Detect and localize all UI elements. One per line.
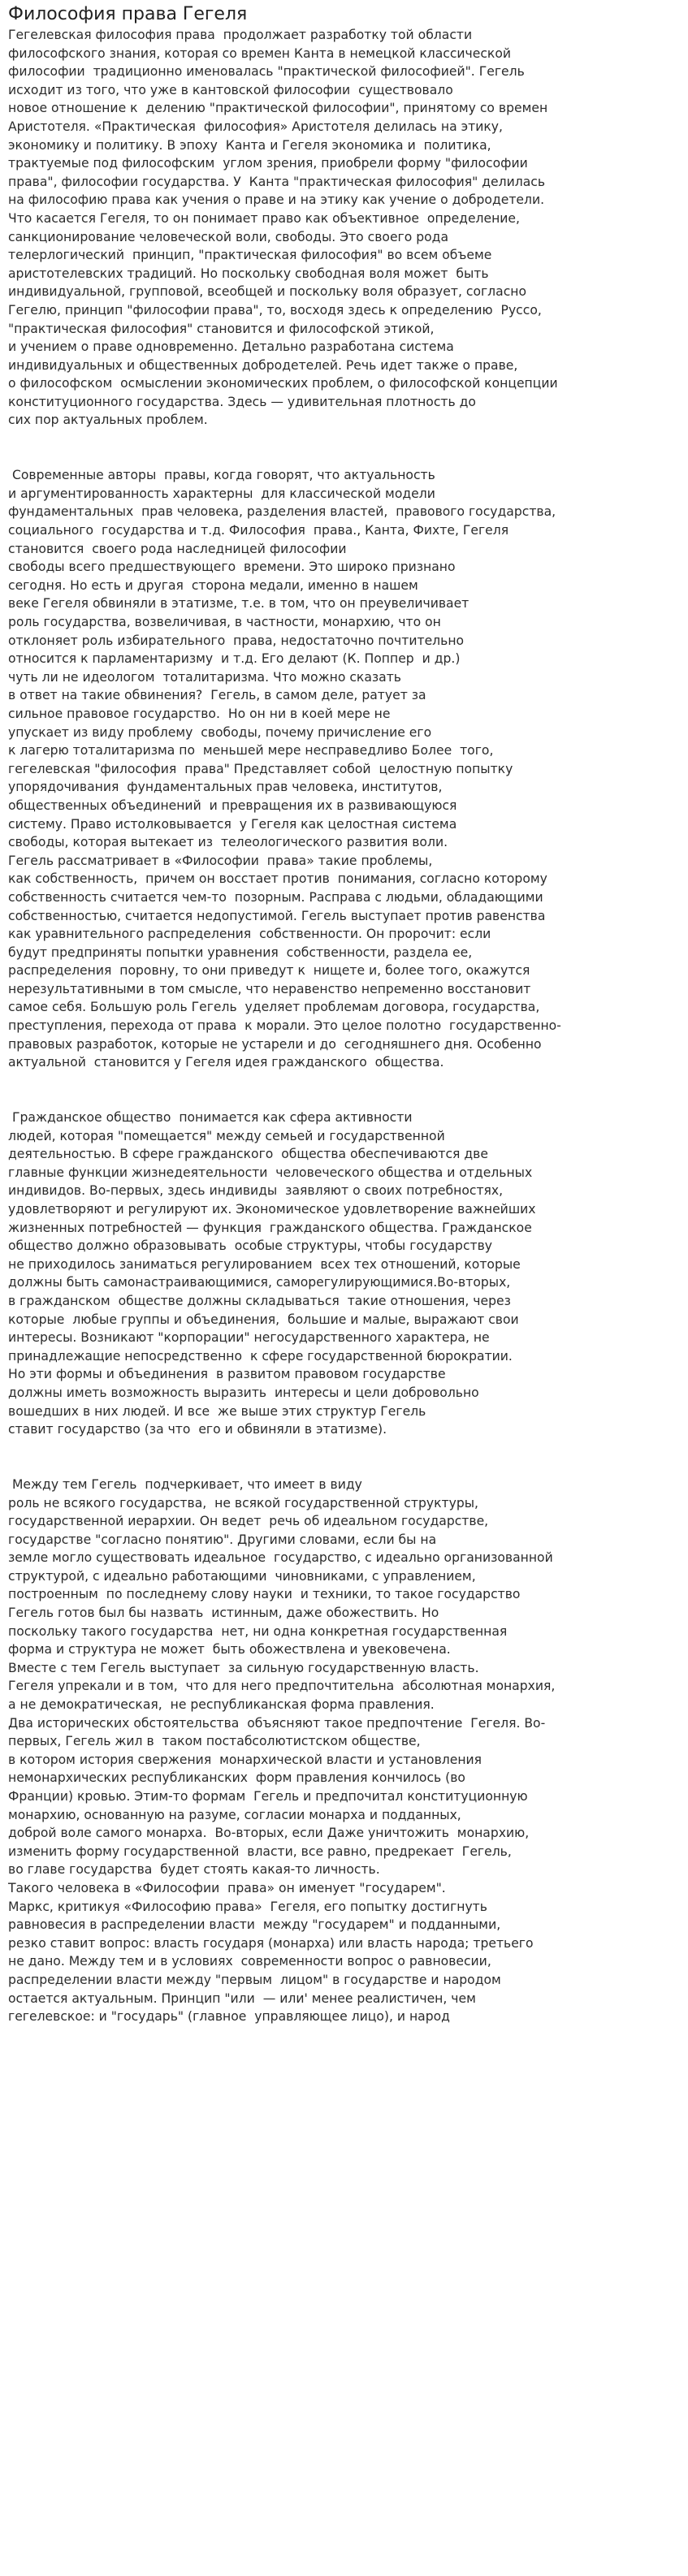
text-line: которые любые группы и объединения, большие и малые, выражают свои [8,1312,519,1327]
text-line: роль не всякого государства, не всякой государственной структуры, [8,1495,478,1511]
text-line: Гегеля упрекали и в том, что для него предпочтительна абсолютная монархия, [8,1679,556,1694]
text-line: ставит государство (за что его и обвиняли в этатизме). [8,1422,387,1437]
text-line: конституционного государства. Здесь — удивительная плотность до [8,394,476,409]
text-line: остается актуальным. Принцип "или — или' менее реалистичен, чем [8,1990,476,2006]
article-title: Философия права Гегеля [8,4,248,24]
text-line: в котором история свержения монархической власти и установления [8,1752,482,1767]
text-line: Вместе с тем Гегель выступает за сильную государственную власть. [8,1660,479,1675]
text-line: как собственность, причем он восстает против понимания, согласно которому [8,871,547,887]
text-line: Гражданское общество понимается как сфера активности [8,1110,413,1126]
text-line: санкционирование человеческой воли, свободы. Это своего рода [8,229,449,244]
text-line: главные функции жизнедеятельности человеческого общества и отдельных [8,1165,533,1180]
text-line: а не демократическая, не республиканская форма правления. [8,1697,435,1713]
text-line: к лагерю тоталитаризма по меньшей мере несправедливо Более того, [8,743,494,759]
text-line: Гегель рассматривает в «Философии права» такие проблемы, [8,853,433,868]
text-line: роль государства, возвеличивая, в частности, монархию, что он [8,615,441,629]
text-line: должны быть самонастраивающимися, саморегулирующимися.Во-вторых, [8,1275,511,1290]
text-line: социального государства и т.д. Философия права., Канта, Фихте, Гегеля [8,523,509,538]
paragraph [8,1476,680,2026]
paragraph-spacer [8,1072,680,1091]
text-line: фундаментальных прав человека, разделения властей, правового государства, [8,504,556,520]
text-line: о философском осмыслении экономических проблем, о философской концепции [8,376,558,391]
text-line: телерлогический принцип, "практическая философия" во всем объеме [8,248,492,263]
text-line: в гражданском обществе должны складываться такие отношения, через [8,1293,511,1308]
text-line: распределения поровну, то они приведут к нищете и, более того, окажутся [8,963,530,979]
paragraph-spacer [8,1439,680,1458]
text-line: упорядочивания фундаментальных прав человека, институтов, [8,780,443,795]
paragraph-spacer [8,430,680,448]
text-line: аристотелевских традиций. Но поскольку свободная воля может быть [8,266,489,281]
text-line: индивидов. Во-первых, здесь индивиды заявляют о своих потребностях, [8,1183,504,1199]
text-line: упускает из виду проблему свободы, почему причисление его [8,724,432,740]
text-line: доброй воле самого монарха. Во-вторых, если Даже уничтожить монархию, [8,1826,530,1841]
text-line: становится своего рода наследницей философии [8,541,347,556]
text-line: должны иметь возможность выразить интересы и цели добровольно [8,1385,479,1400]
text-line: не дано. Между тем и в условиях современности вопрос о равновесии, [8,1954,491,1969]
text-line: относится к парламентаризму и т.д. Его делают (К. Поппер и др.) [8,651,461,667]
text-line: собственность считается чем-то позорным. Расправа с людьми, обладающими [8,889,543,905]
text-line: Гегель готов был бы назвать истинным, даже обожествить. Но [8,1606,439,1621]
text-line: чуть ли не идеологом тоталитаризма. Что можно сказать [8,669,401,685]
text-line: первых, Гегель жил в таком постабсолютистском обществе, [8,1734,421,1749]
text-line: нерезультативными в том смысле, что неравенство непременно восстановит [8,981,531,996]
text-line: общественных объединений и превращения их в развивающуюся [8,797,457,813]
text-line: сильное правовое государство. Но он ни в коей мере не [8,706,391,721]
text-line: Маркс, критикуя «Философию права» Гегеля, его попытку достигнуть [8,1899,487,1914]
text-line: философии традиционно именовалась "практической философией". Гегель [8,64,525,80]
text-line: "практическая философия" становится и философской этикой, [8,321,435,336]
text-line: резко ставит вопрос: власть государя (монарха) или власть народа; третьего [8,1935,534,1951]
text-line: поскольку такого государства нет, ни одна конкретная государственная [8,1623,508,1639]
text-line: Аристотеля. «Практическая философия» Аристотеля делилась на этику, [8,119,503,134]
text-line: гегелевская "философия права" Представляет собой целостную попытку [8,761,513,776]
text-line: как уравнительного распределения собственности. Он пророчит: если [8,927,491,942]
paragraph-spacer [8,448,680,467]
paragraph-spacer [8,1090,680,1109]
text-line: философского знания, которая со времен Канта в немецкой классической [8,45,512,61]
text-line: распределении власти между "первым лицом" в государстве и народом [8,1972,501,1987]
text-line: форма и структура не может быть обожествлена и увековечена. [8,1642,451,1658]
text-line: общество должно образовывать особые структуры, чтобы государству [8,1238,493,1254]
text-line: Такого человека в «Философии права» он именует "государем". [8,1880,446,1895]
text-line: и аргументированность характерны для классической модели [8,486,435,501]
text-line: сих пор актуальных проблем. [8,413,208,428]
text-line: равновесия в распределении власти между "государем" и подданными, [8,1917,501,1933]
text-line: во главе государства будет стоять какая-то личность. [8,1862,380,1878]
text-line: новое отношение к делению "практической философии", принятому со времен [8,101,548,116]
text-line: правовых разработок, которые не устарели и до сегодняшнего дня. Особенно [8,1036,542,1052]
text-line: Два исторических обстоятельства объясняют такое предпочтение Гегеля. Во- [8,1715,546,1731]
text-line: свободы всего предшествующего времени. Это широко признано [8,560,456,575]
text-line: сегодня. Но есть и другая сторона медали, именно в нашем [8,577,418,593]
text-line: отклоняет роль избирательного права, недостаточно почтительно [8,633,465,648]
text-line: удовлетворяют и регулируют их. Экономическое удовлетворение важнейших [8,1202,536,1217]
paragraph [8,1109,680,1439]
text-line: Гегелю, принцип "философии права", то, восходя здесь к определению Руссо, [8,302,542,318]
text-line: актуальной становится у Гегеля идея гражданского общества. [8,1055,444,1070]
text-line: индивидуальной, групповой, всеобщей и поскольку воля образует, согласно [8,284,527,300]
text-line: трактуемые под философским углом зрения, приобрели форму "философии [8,156,528,171]
text-line: Франции) кровью. Этим-то формам Гегель и предпочитал конституционную [8,1789,528,1804]
text-line: преступления, перехода от права к морали. Это целое полотно государственно- [8,1018,561,1034]
text-line: будут предприняты попытки уравнения собственности, раздела ее, [8,944,473,960]
text-line: структурой, с идеально работающими чиновниками, с управлением, [8,1568,476,1584]
paragraph [8,26,680,430]
text-line: гегелевское: и "государь" (главное управляющее лицо), и народ [8,2009,450,2025]
text-line: построенным по последнему слову науки и техники, то такое государство [8,1587,521,1602]
text-line: людей, которая "помещается" между семьей и государственной [8,1128,445,1143]
text-line: Гегелевская философия права продолжает разработку той области [8,28,473,42]
text-line: экономику и политику. В эпоху Канта и Гегеля экономика и политика, [8,137,491,153]
text-line: принадлежащие непосредственно к сфере государственной бюрократии. [8,1348,513,1364]
text-line: деятельностью. В сфере гражданского общества обеспечиваются две [8,1147,488,1162]
text-line: на философию права как учения о праве и на этику как учение о добродетели. [8,192,545,208]
text-line: изменить форму государственной власти, все равно, предрекает Гегель, [8,1843,512,1859]
paragraph-spacer [8,1457,680,1476]
text-line: вошедших в них людей. И все же выше этих структур Гегель [8,1403,426,1419]
text-line: Но эти формы и объединения в развитом правовом государстве [8,1367,446,1382]
text-line: земле могло существовать идеальное государство, с идеально организованной [8,1550,553,1566]
article-body [8,26,680,2026]
paragraph [8,466,680,1072]
text-line: права", философии государства. У Канта "практическая философия" делилась [8,174,546,189]
text-line: свободы, которая вытекает из телеологического развития воли. [8,835,448,850]
text-line: самое себя. Большую роль Гегель уделяет проблемам договора, государства, [8,1000,540,1015]
text-line: и учением о праве одновременно. Детально разработана система [8,339,454,355]
text-line: жизненных потребностей — функция гражданского общества. Гражданское [8,1220,532,1235]
text-line: интересы. Возникают "корпорации" негосударственного характера, не [8,1330,490,1346]
text-line: немонархических республиканских форм правления кончилось (во [8,1770,465,1786]
text-line: государственной иерархии. Он ведет речь об идеальном государстве, [8,1514,489,1529]
text-line: собственностью, считается недопустимой. Гегель выступает против равенства [8,908,546,923]
text-line: государстве "согласно понятию". Другими словами, если бы на [8,1532,437,1547]
text-line: монархию, основанную на разуме, согласии монарха и подданных, [8,1807,461,1822]
text-line: не приходилось заниматься регулированием всех тех отношений, которые [8,1256,521,1272]
text-line: исходит из того, что уже в кантовской философии существовало [8,82,453,97]
text-line: Что касается Гегеля, то он понимает право как объективное определение, [8,210,520,226]
text-line: веке Гегеля обвиняли в этатизме, т.е. в том, что он преувеличивает [8,596,469,612]
text-line: индивидуальных и общественных добродетелей. Речь идет также о праве, [8,357,518,373]
text-line: Современные авторы правы, когда говорят, что актуальность [8,468,435,483]
text-line: в ответ на такие обвинения? Гегель, в самом деле, ратует за [8,688,426,703]
text-line: систему. Право истолковывается у Гегеля как целостная система [8,816,457,832]
text-line: Между тем Гегель подчеркивает, что имеет в виду [8,1476,362,1492]
